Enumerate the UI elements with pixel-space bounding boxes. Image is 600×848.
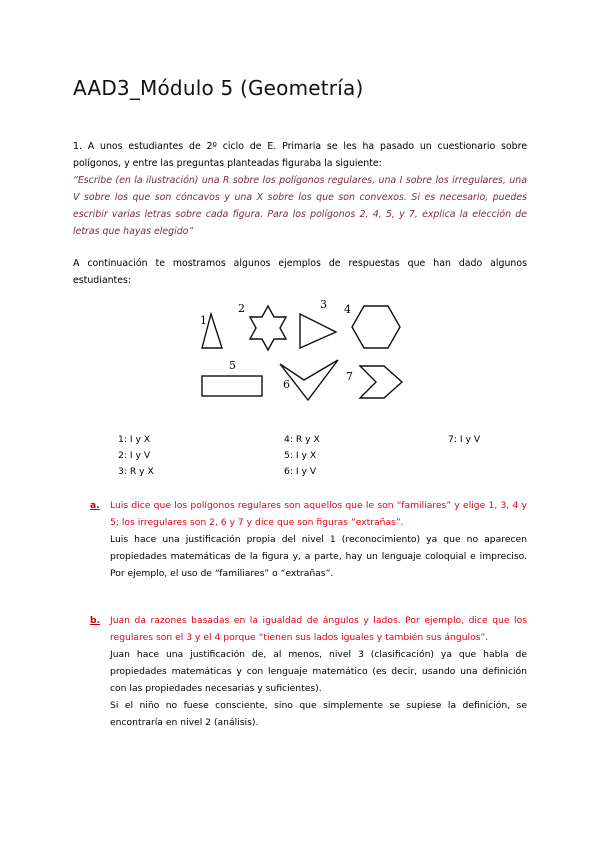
- answer-6: 6: I y V: [284, 466, 317, 477]
- answers-col-2: [284, 434, 320, 482]
- answer-5: 5: I y X: [284, 450, 317, 461]
- figure-label-2: 2: [238, 302, 245, 315]
- question-intro: 1. A unos estudiantes de 2º ciclo de E. Primaria se les ha pasado un cuestionario sobre polígonos, y entre las preguntas planteadas figuraba la siguiente:: [73, 141, 527, 169]
- figure-label-6: 6: [283, 378, 290, 391]
- item-a: [90, 497, 527, 582]
- polygon-2-star: [250, 306, 286, 350]
- answer-2: 2: I y V: [118, 450, 151, 461]
- figure-label-5: 5: [229, 359, 236, 372]
- question-quote: “Escribe (en la ilustración) una R sobre los polígonos regulares, una I sobre los irregulares, una V sobre los que son cóncavos y una X sobre los que son convexos. Si es necesario, puedes escribir varias letras sobre cada figura. Para los polígonos 2, 4, 5, y 7, explica la elección de letras que hayas elegido”: [73, 175, 527, 237]
- answer-3: 3: R y X: [118, 466, 154, 477]
- polygons-figure: [196, 296, 406, 408]
- polygon-7-chevron: [360, 366, 402, 398]
- figure-label-4: 4: [344, 303, 351, 316]
- polygon-3-triangle: [300, 314, 336, 348]
- page-title: AAD3_Módulo 5 (Geometría): [73, 76, 364, 100]
- item-b: [90, 612, 527, 731]
- item-b-marker: b.: [90, 615, 101, 626]
- answers-col-3: [448, 434, 480, 450]
- figure-label-1: 1: [200, 314, 207, 327]
- answer-1: 1: I y X: [118, 434, 151, 445]
- item-b-explanation: Juan hace una justificación de, al menos, nivel 3 (clasificación) ya que habla de propiedades matemáticas y con lenguaje matemático (es decir, usando una definición con las propiedades necesarias y suficientes).: [110, 649, 527, 694]
- item-b-note: Si el niño no fuese consciente, sino que simplemente se supiese la definición, se encontraría en nivel 2 (análisis).: [110, 700, 527, 728]
- figure-label-3: 3: [320, 298, 327, 311]
- question-paragraph: [73, 138, 527, 240]
- answer-7: 7: I y V: [448, 434, 481, 445]
- item-a-explanation: Luis hace una justificación propia del nivel 1 (reconocimiento) ya que no aparecen propiedades matemáticas de la figura y, a parte, hay un lenguaje coloquial e impreciso. Por ejemplo, el uso de “familiares” o “extrañas”.: [110, 534, 527, 579]
- polygon-4-hexagon: [352, 306, 400, 348]
- examples-intro: A continuación te mostramos algunos ejemplos de respuestas que han dado algunos estudiantes:: [73, 258, 527, 286]
- polygon-5-rectangle: [202, 376, 262, 396]
- item-a-statement: Luis dice que los polígonos regulares son aquellos que le son “familiares” y elige 1, 3, 4 y 5; los irregulares son 2, 6 y 7 y dice que son figuras “extrañas”.: [110, 500, 527, 528]
- answers-col-1: [118, 434, 154, 482]
- figure-label-7: 7: [346, 370, 353, 383]
- item-a-marker: a.: [90, 500, 100, 511]
- item-b-statement: Juan da razones basadas en la igualdad de ángulos y lados. Por ejemplo, dice que los regulares son el 3 y el 4 porque “tienen sus lados iguales y también sus ángulos”.: [110, 615, 527, 643]
- answer-4: 4: R y X: [284, 434, 320, 445]
